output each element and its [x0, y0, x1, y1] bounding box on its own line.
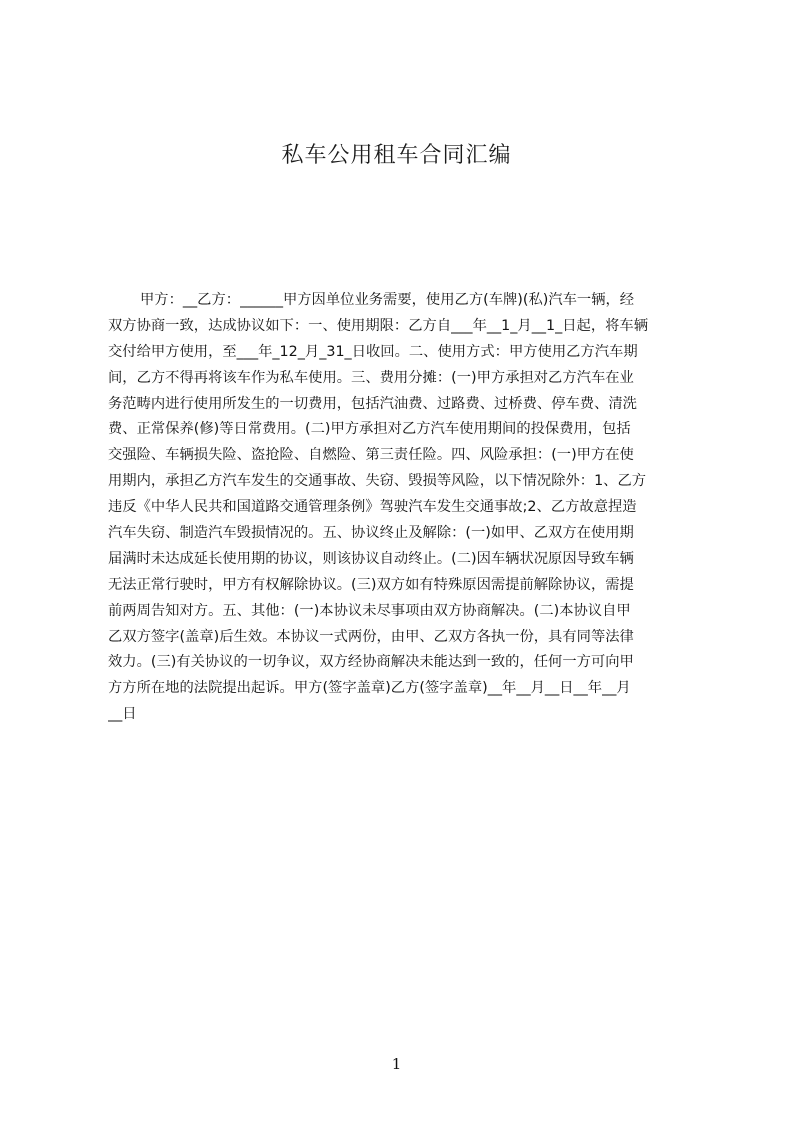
body-line: 交付给甲方使用，至___年_12_月_31_日收回。二、使用方式：甲方使用乙方汽车期 — [108, 343, 638, 360]
body-line: 交强险、车辆损失险、盗抢险、自燃险、第三责任险。四、风险承担：(一)甲方在使 — [108, 447, 634, 464]
body-line: 效力。(三)有关协议的一切争议，双方经协商解决未能达到一致的，任何一方可向甲 — [108, 654, 634, 671]
document-title: 私车公用租车合同汇编 — [281, 143, 512, 168]
body-line: 前两周告知对方。五、其他：(一)本协议未尽事项由双方协商解决。(二)本协议自甲 — [108, 602, 631, 619]
body-line: 方方所在地的法院提出起诉。甲方(签字盖章)乙方(签字盖章)__年__月__日__年__月 — [108, 680, 631, 697]
body-line: 费、正常保养(修)等日常费用。(二)甲方承担对乙方汽车使用期间的投保费用，包括 — [108, 421, 631, 438]
body-line: 间，乙方不得再将该车作为私车使用。三、费用分摊：(一)甲方承担对乙方汽车在业 — [108, 369, 634, 386]
body-line: 用期内，承担乙方汽车发生的交通事故、失窃、毁损等风险，以下情况除外：1、乙方 — [108, 473, 647, 490]
body-line: 违反《中华人民共和国道路交通管理条例》驾驶汽车发生交通事故;2、乙方故意捏造 — [108, 499, 637, 516]
contract-body — [108, 288, 700, 768]
body-line: __日 — [108, 706, 137, 723]
body-line: 务范畴内进行使用所发生的一切费用，包括汽油费、过路费、过桥费、停车费、清洗 — [108, 395, 637, 412]
body-line: 无法正常行驶时，甲方有权解除协议。(三)双方如有特殊原因需提前解除协议，需提 — [108, 576, 634, 593]
body-line: 届满时未达成延长使用期的协议，则该协议自动终止。(二)因车辆状况原因导致车辆 — [108, 550, 634, 567]
body-line: 乙双方签字(盖章)后生效。本协议一式两份，由甲、乙双方各执一份，具有同等法律 — [108, 628, 634, 645]
body-line: 双方协商一致，达成协议如下：一、使用期限：乙方自___年__1_月__1_日起，将车辆 — [108, 317, 649, 334]
body-line: 汽车失窃、制造汽车毁损情况的。五、协议终止及解除：(一)如甲、乙双方在使用期 — [108, 525, 634, 542]
page-number: 1 — [391, 1055, 402, 1073]
body-line: 甲方：__乙方：______甲方因单位业务需要，使用乙方(车牌)(私)汽车一辆，经 — [140, 292, 635, 308]
